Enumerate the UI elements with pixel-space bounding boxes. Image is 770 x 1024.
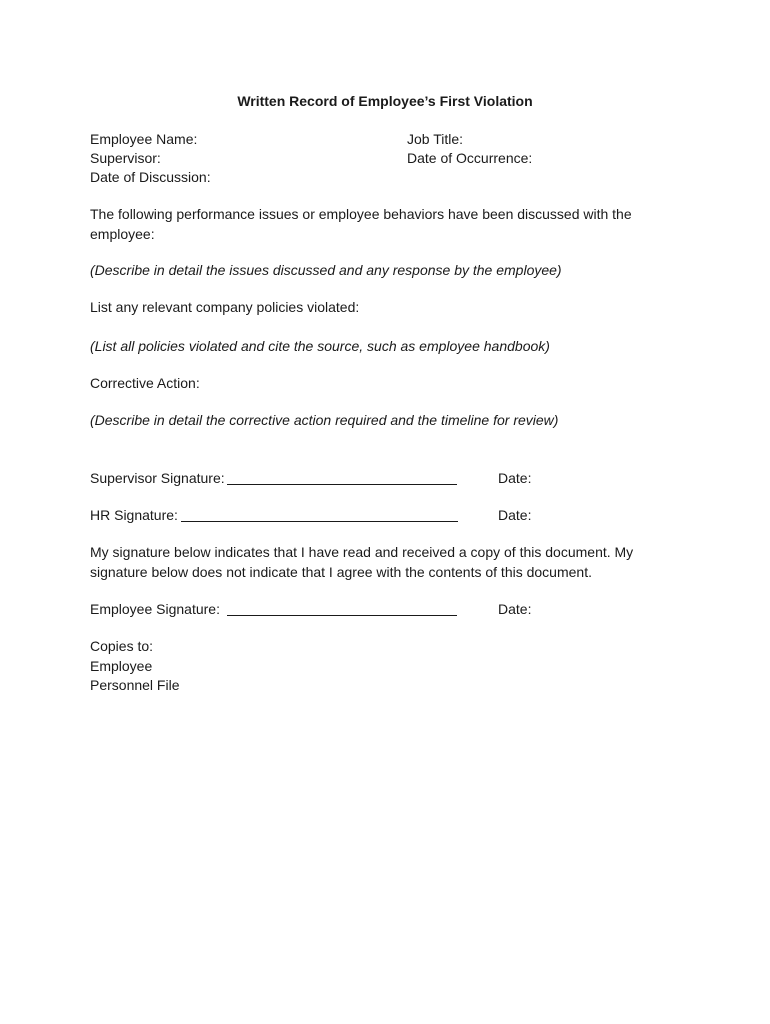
employee-date-label: Date: — [498, 601, 532, 617]
hr-signature-label: HR Signature: — [90, 507, 178, 523]
supervisor-label: Supervisor: — [90, 150, 161, 166]
document-title: Written Record of Employee’s First Violation — [237, 93, 533, 109]
copies-label: Copies to: — [90, 638, 154, 654]
corrective-action-label: Corrective Action: — [90, 375, 200, 391]
acknowledgement-paragraph: My signature below indicates that I have read and received a copy of this document. My signature below does not indicate that I agree with the contents of this document. — [90, 544, 634, 580]
intro-paragraph: The following performance issues or employee behaviors have been discussed with the employee: — [90, 206, 632, 242]
employee-signature-line[interactable] — [227, 615, 457, 616]
copies-item-personnel-file: Personnel File — [90, 677, 180, 693]
hr-signature-line[interactable] — [181, 521, 458, 522]
date-of-occurrence-label: Date of Occurrence: — [407, 150, 533, 166]
supervisor-signature-line[interactable] — [227, 484, 457, 485]
supervisor-date-label: Date: — [498, 470, 532, 486]
job-title-label: Job Title: — [407, 131, 464, 147]
hr-date-label: Date: — [498, 507, 532, 523]
employee-name-label: Employee Name: — [90, 131, 198, 147]
corrective-action-instruction: (Describe in detail the corrective action required and the timeline for review) — [90, 412, 559, 428]
copies-item-employee: Employee — [90, 658, 153, 674]
supervisor-signature-label: Supervisor Signature: — [90, 470, 225, 486]
policies-instruction: (List all policies violated and cite the source, such as employee handbook) — [90, 338, 550, 354]
policies-label: List any relevant company policies violated: — [90, 299, 360, 315]
issues-instruction: (Describe in detail the issues discussed and any response by the employee) — [90, 262, 562, 278]
employee-signature-label: Employee Signature: — [90, 601, 220, 617]
date-of-discussion-label: Date of Discussion: — [90, 169, 211, 185]
